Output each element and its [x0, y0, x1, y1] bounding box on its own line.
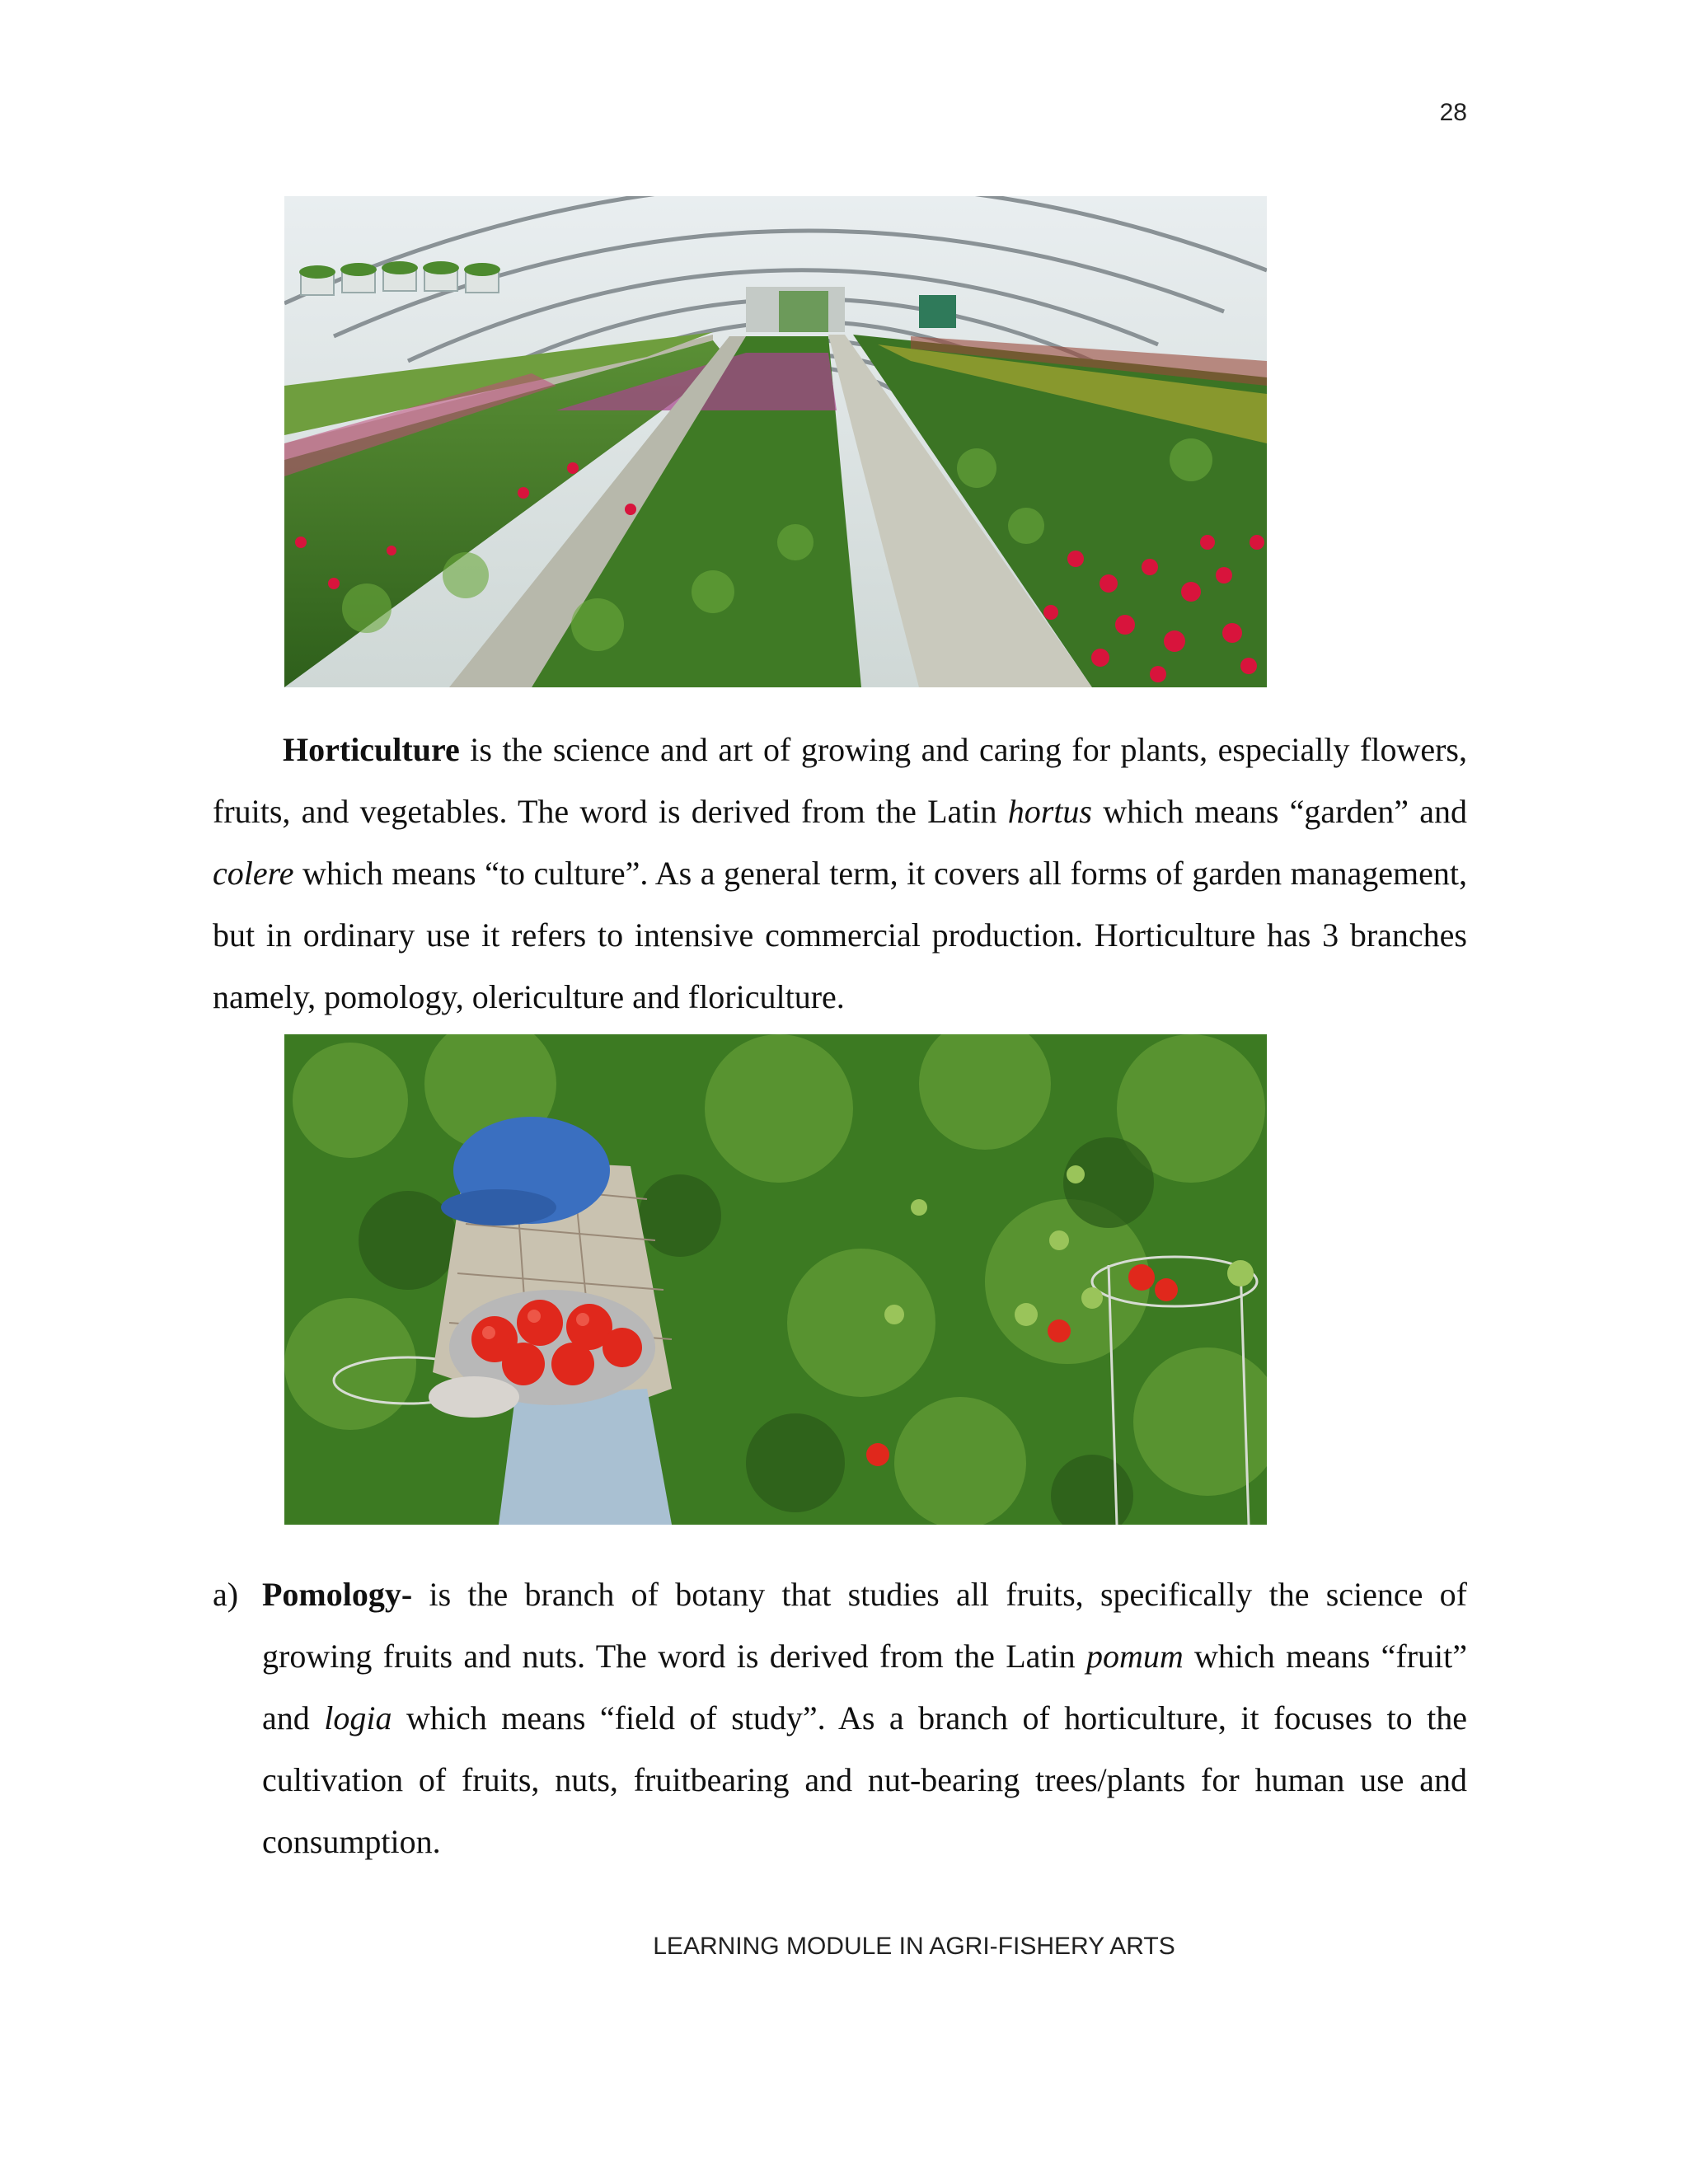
latin-word-pomum: pomum	[1085, 1638, 1184, 1675]
pomology-paragraph: Pomology- is the branch of botany that studies all fruits, specifically the science of growing fruits and nuts. The word is derived from the Latin pomum which means “fruit” and logia which means “field of study”. As a branch of horticulture, it focuses to the cultivation of fruits, nuts, fruitbearing and nut-bearing trees/plants for human use and consumption.	[262, 1576, 1467, 1860]
page-footer: LEARNING MODULE IN AGRI-FISHERY ARTS	[653, 1933, 1175, 1960]
horticulture-paragraph: Horticulture is the science and art of growing and caring for plants, especially flowers, fruits, and vegetables. The word is derived from the Latin hortus which means “garden” and colere which means “to culture”. As a general term, it covers all forms of garden management, but in ordinary use it refers to intensive commercial production. Horticulture has 3 branches namely, pomology, olericulture and floriculture.	[213, 731, 1467, 1015]
greenhouse-photo	[284, 196, 1267, 687]
greenhouse-illustration	[284, 196, 1267, 687]
latin-word-logia: logia	[324, 1699, 392, 1736]
tomato-harvest-photo	[284, 1034, 1267, 1525]
latin-word-colere: colere	[213, 855, 294, 892]
horticulture-term: Horticulture	[283, 731, 460, 768]
pomology-list-item	[213, 1563, 1467, 1872]
latin-word-hortus: hortus	[1007, 793, 1092, 830]
pomology-term: Pomology-	[262, 1576, 413, 1613]
page-number: 28	[1439, 99, 1467, 126]
list-marker: a)	[213, 1576, 239, 1613]
tomato-harvest-illustration	[284, 1034, 1267, 1525]
